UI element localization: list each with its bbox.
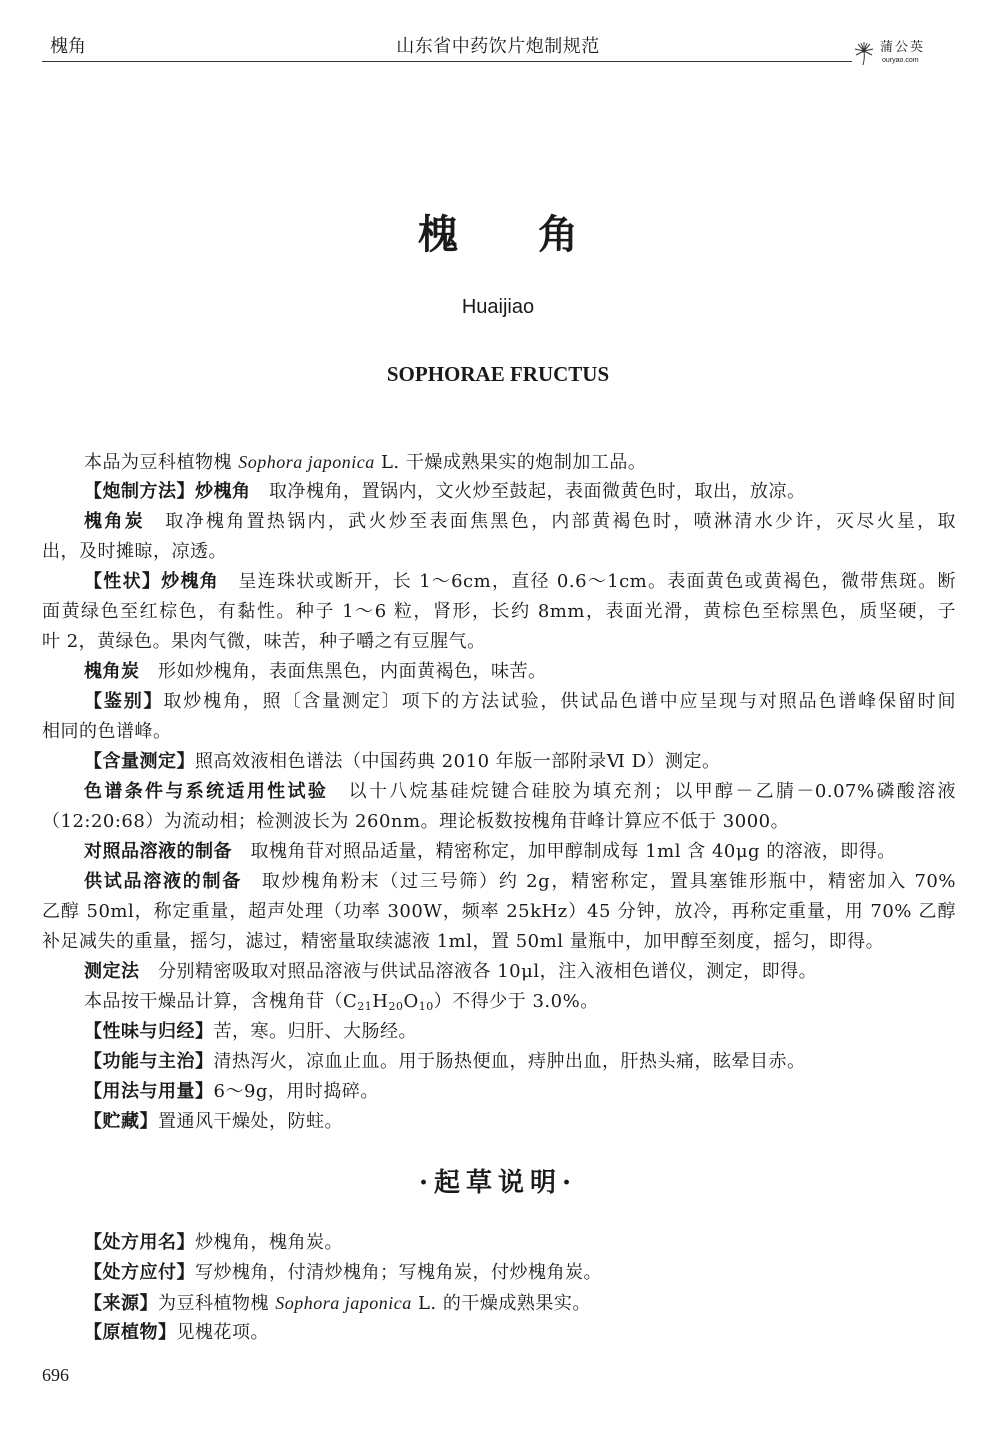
description-line <box>42 597 956 627</box>
nature-meridian-label: 【性味与归经】 <box>84 1021 214 1042</box>
content-limit-text-end: ）不得少于 3.0%。 <box>433 991 599 1012</box>
intro-paragraph <box>42 447 956 477</box>
plant-paragraph <box>42 1318 956 1348</box>
identification-line <box>42 717 956 747</box>
storage-paragraph <box>42 1107 956 1137</box>
nature-meridian-text: 苦，寒。归肝、大肠经。 <box>213 1021 417 1042</box>
formula-carbon: C <box>343 991 358 1012</box>
description-charcoal-paragraph <box>42 657 956 687</box>
processing-charcoal-line <box>42 507 956 537</box>
test-solution-line <box>42 927 956 957</box>
reference-solution-text: 取槐角苷对照品适量，精密称定，加甲醇制成每 1ml 含 40μg 的溶液，即得。 <box>232 841 896 862</box>
dosage-text: 6～9g，用时捣碎。 <box>213 1081 379 1102</box>
plant-label: 【原植物】 <box>84 1322 177 1343</box>
processing-paragraph <box>42 477 956 507</box>
assay-label: 【含量测定】 <box>84 751 195 772</box>
intro-text: 本品为豆科植物槐 <box>84 452 239 473</box>
source-text: 为豆科植物槐 <box>158 1293 276 1314</box>
procedure-paragraph <box>42 957 956 987</box>
source-label: 【来源】 <box>84 1293 158 1314</box>
identification-label: 【鉴别】 <box>84 691 164 712</box>
reference-solution-paragraph <box>42 837 956 867</box>
processing-text: 取净槐角，置锅内，文火炒至鼓起，表面微黄色时，取出，放凉。 <box>250 481 806 502</box>
dispensing-text: 写炒槐角，付清炒槐角；写槐角炭，付炒槐角炭。 <box>195 1262 602 1283</box>
test-solution-label: 供试品溶液的制备 <box>84 871 243 892</box>
test-solution-text: 乙醇 50ml，称定重量，超声处理（功率 300W，频率 25kHz）45 分钟，放冷，再称定重量，用 70% 乙醇 <box>42 901 956 922</box>
procedure-text: 分别精密吸取对照品溶液与供试品溶液各 10μl，注入液相色谱仪，测定，即得。 <box>139 961 818 982</box>
assay-text: 照高效液相色谱法（中国药典 2010 年版一部附录Ⅵ D）测定。 <box>195 751 721 772</box>
description-text: 面黄绿色至红棕色，有黏性。种子 1～6 粒，肾形，长约 8mm，表面光滑，黄棕色至棕黑色，质坚硬，子 <box>42 601 956 622</box>
formula-hydrogen: H <box>372 991 389 1012</box>
processing-label: 【炮制方法】炒槐角 <box>84 481 251 502</box>
assay-paragraph <box>42 747 956 777</box>
prescription-names-paragraph <box>42 1228 956 1258</box>
functions-paragraph <box>42 1047 956 1077</box>
identification-text: 取炒槐角，照〔含量测定〕项下的方法试验，供试品色谱中应呈现与对照品色谱峰保留时间 <box>163 691 956 712</box>
processing-charcoal-label: 槐角炭 <box>84 511 145 532</box>
monograph-body <box>42 447 956 1137</box>
logo-text: 蒲公英 <box>880 40 926 55</box>
intro-latin-binomial: Sophora japonica <box>238 452 375 472</box>
chromatographic-conditions-text: （12:20:68）为流动相；检测波长为 260nm。理论板数按槐角苷峰计算应不低于 3000。 <box>42 811 790 832</box>
test-solution-text: 补足减失的重量，摇匀，滤过，精密量取续滤液 1ml，置 50ml 量瓶中，加甲醇至刻度，摇匀，即得。 <box>42 931 885 952</box>
dosage-paragraph <box>42 1077 956 1107</box>
source-paragraph <box>42 1288 956 1318</box>
formula-oxygen-count: 10 <box>418 1000 434 1013</box>
chromatographic-conditions-text: 以十八烷基硅烷键合硅胶为填充剂；以甲醇－乙腈－0.07%磷酸溶液 <box>328 781 956 802</box>
chromatographic-conditions-label: 色谱条件与系统适用性试验 <box>84 781 329 802</box>
monograph-pinyin: Huaijiao <box>461 296 535 318</box>
formula-carbon-count: 21 <box>357 1000 373 1013</box>
chromatographic-conditions-line <box>42 807 956 837</box>
description-text: 叶 2，黄绿色。果肉气微，味苦，种子嚼之有豆腥气。 <box>42 631 486 652</box>
content-limit-paragraph <box>42 987 956 1017</box>
description-charcoal-label: 槐角炭 <box>84 661 140 682</box>
processing-charcoal-line <box>42 537 956 567</box>
prescription-names-text: 炒槐角，槐角炭。 <box>195 1232 343 1253</box>
monograph-title: 槐 角 <box>418 211 578 258</box>
reference-solution-label: 对照品溶液的制备 <box>84 841 232 862</box>
description-line <box>42 627 956 657</box>
source-text-end: L. 的干燥成熟果实。 <box>411 1293 591 1314</box>
nature-meridian-paragraph <box>42 1017 956 1047</box>
test-solution-text: 取炒槐角粉末（过三号筛）约 2g，精密称定，置具塞锥形瓶中，精密加入 70% <box>242 871 956 892</box>
dandelion-logo-icon <box>852 40 878 66</box>
functions-text: 清热泻火，凉血止血。用于肠热便血，痔肿出血，肝热头痛，眩晕目赤。 <box>213 1051 806 1072</box>
monograph-latin-name: SOPHORAE FRUCTUS <box>386 362 610 386</box>
identification-text: 相同的色谱峰。 <box>42 721 172 742</box>
processing-charcoal-text: 取净槐角置热锅内，武火炒至表面焦黑色，内部黄褐色时，喷淋清水少许，灭尽火星，取 <box>144 511 956 532</box>
processing-charcoal-text: 出，及时摊晾，凉透。 <box>42 541 227 562</box>
procedure-label: 测定法 <box>84 961 140 982</box>
source-latin-binomial: Sophora japonica <box>275 1293 412 1313</box>
drafting-notes-heading: ·起草说明· <box>418 1168 578 1198</box>
header-rule <box>42 61 956 62</box>
drafting-notes-body <box>42 1228 956 1348</box>
formula-hydrogen-count: 20 <box>388 1000 404 1013</box>
description-text: 呈连珠状或断开，长 1～6cm，直径 0.6～1cm。表面黄色或黄褐色，微带焦斑。断 <box>219 571 956 592</box>
storage-label: 【贮藏】 <box>84 1111 158 1132</box>
running-header-chapter: 槐角 <box>50 36 86 57</box>
content-limit-text: 本品按干燥品计算，含槐角苷（ <box>84 991 343 1012</box>
dosage-label: 【用法与用量】 <box>84 1081 214 1102</box>
dispensing-label: 【处方应付】 <box>84 1262 195 1283</box>
identification-line <box>42 687 956 717</box>
description-label: 【性状】炒槐角 <box>84 571 220 592</box>
intro-text-end: L. 干燥成熟果实的炮制加工品。 <box>374 452 647 473</box>
plant-text: 见槐花项。 <box>176 1322 269 1343</box>
test-solution-line <box>42 897 956 927</box>
functions-label: 【功能与主治】 <box>84 1051 214 1072</box>
formula-oxygen: O <box>403 991 419 1012</box>
site-logo <box>852 38 956 68</box>
prescription-names-label: 【处方用名】 <box>84 1232 195 1253</box>
storage-text: 置通风干燥处，防蛀。 <box>158 1111 343 1132</box>
description-charcoal-text: 形如炒槐角，表面焦黑色，内面黄褐色，味苦。 <box>139 661 547 682</box>
dispensing-paragraph <box>42 1258 956 1288</box>
running-header-book-title: 山东省中药饮片炮制规范 <box>396 36 600 57</box>
description-line <box>42 567 956 597</box>
logo-site: ouryao.com <box>882 57 919 64</box>
page-number: 696 <box>42 1365 69 1385</box>
test-solution-line <box>42 867 956 897</box>
chromatographic-conditions-line <box>42 777 956 807</box>
